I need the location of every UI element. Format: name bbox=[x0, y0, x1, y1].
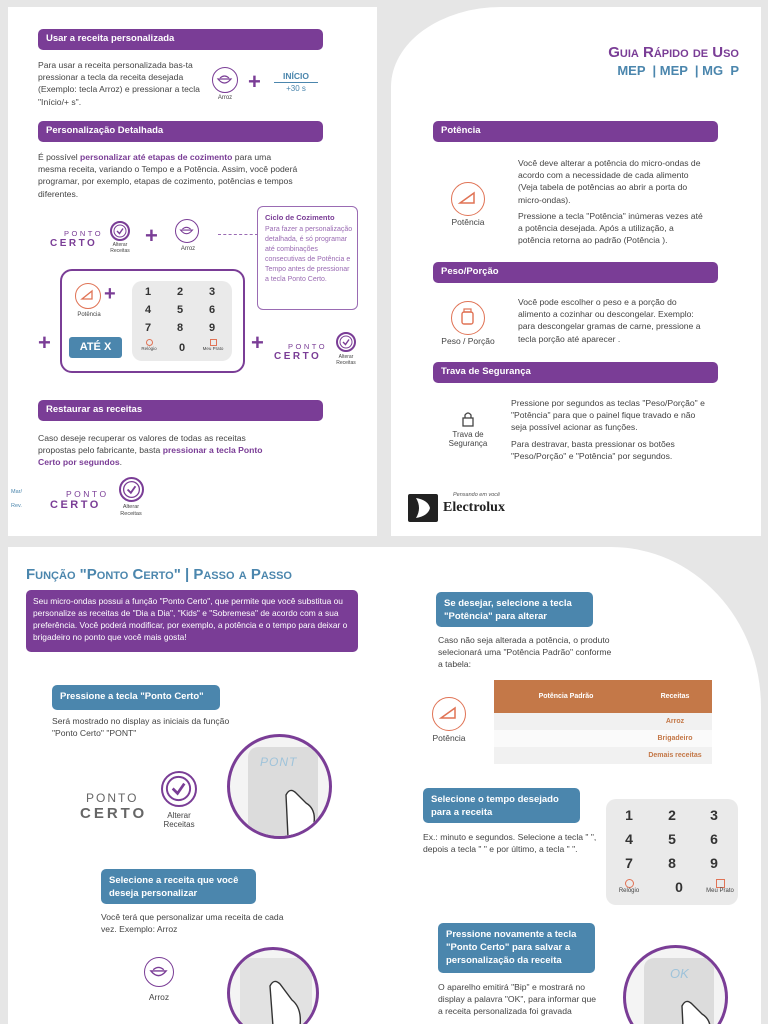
key-0[interactable]: 0 bbox=[675, 879, 683, 895]
alterar-label: Alterar bbox=[167, 811, 191, 820]
display-text: OK bbox=[670, 966, 689, 981]
meu-prato-label: Meu Prato bbox=[706, 888, 734, 894]
inicio-label: INÍCIO bbox=[274, 71, 318, 83]
key-6[interactable]: 6 bbox=[710, 831, 718, 847]
ponto-certo-logo bbox=[50, 477, 160, 523]
step5-header: Pressione novamente a tecla "Ponto Certo" para salvar a personalização da receita bbox=[438, 923, 595, 973]
ponto-certo-bottom: CERTO bbox=[50, 238, 98, 249]
ponto-certo-button[interactable] bbox=[82, 769, 202, 829]
plus-sign: + bbox=[251, 330, 264, 355]
brand-name: Electrolux bbox=[443, 500, 505, 515]
receitas-label: Receitas bbox=[163, 820, 195, 829]
panel-ponto-certo-passo bbox=[8, 547, 761, 1024]
table-row: Brigadeiro bbox=[494, 730, 712, 747]
step2-header: Selecione a receita que você deseja personalizar bbox=[101, 869, 256, 904]
rice-bowl-icon bbox=[145, 958, 172, 985]
ponto-certo-top: PONTO bbox=[64, 229, 104, 238]
ciclo-text: Para fazer a personalização detalhada, é só programar até combinações consecutivas de Potência e Tempo antes de pressionar a tecla Ponto Certo. bbox=[265, 226, 353, 283]
arroz-button[interactable] bbox=[142, 957, 176, 1005]
potencia-button[interactable] bbox=[432, 697, 466, 731]
potencia-text-2: Pressione a tecla "Potência" inúmeras vezes até a potência desejada. Após a utilização, a potência retorna ao padrão (Potência ). bbox=[518, 211, 703, 246]
plate-icon bbox=[716, 879, 725, 888]
receitas-label: Receitas bbox=[120, 511, 142, 517]
clock-icon bbox=[625, 879, 634, 888]
trava-text-1: Pressione por segundos as teclas "Peso/Porção" e "Potência" para que o painel fique travado e não seja possível acionar as funções. bbox=[511, 398, 705, 433]
key-1[interactable]: 1 bbox=[625, 807, 633, 823]
ponto-certo-top: PONTO bbox=[86, 791, 139, 805]
step5-text: O aparelho emitirá "Bip" e mostrará no display a palavra "OK", para informar que a receita personalizada foi gravada bbox=[438, 982, 597, 1017]
panel-personalizar bbox=[8, 7, 377, 536]
section-header-usar: Usar a receita personalizada bbox=[38, 29, 323, 50]
key-5[interactable]: 5 bbox=[668, 831, 676, 847]
side-note: Mar/ Rev. bbox=[11, 489, 22, 509]
key-6[interactable]: 6 bbox=[208, 304, 216, 316]
trava-text-2: Para destravar, basta pressionar os botões "Peso/Porção" e "Potência" por segundos. bbox=[511, 439, 675, 462]
plus-sign: + bbox=[145, 223, 158, 248]
key-7[interactable]: 7 bbox=[144, 322, 152, 334]
section-header-personalizacao: Personalização Detalhada bbox=[38, 121, 323, 142]
restaurar-text: Caso deseje recuperar os valores de todas as receitas propostas pelo fabricante, basta pressionar a tecla Ponto Certo por segundos. bbox=[38, 433, 263, 468]
step1-header: Pressione a tecla "Ponto Certo" bbox=[52, 685, 220, 710]
plus-sign: + bbox=[38, 330, 51, 355]
potencia-label: Potência bbox=[451, 217, 485, 227]
microwave-display-illustration bbox=[227, 734, 332, 839]
display-text: PONT bbox=[260, 755, 298, 769]
section-header-potencia: Potência bbox=[433, 121, 718, 142]
finger-icon bbox=[230, 950, 319, 1024]
ponto-certo-button[interactable] bbox=[50, 221, 140, 261]
potencia-button[interactable] bbox=[451, 182, 485, 216]
peso-text: Você pode escolher o peso e a porção do alimento a cozinhar ou descongelar. Exemplo: para descongelar gramas de carne, pressione a tecla porção até aparecer . bbox=[518, 297, 701, 344]
power-triangle-icon bbox=[76, 284, 99, 307]
plate-icon bbox=[210, 339, 217, 346]
ciclo-callout bbox=[257, 206, 358, 310]
key-8[interactable]: 8 bbox=[668, 855, 676, 871]
potencia-label: Potência bbox=[77, 312, 101, 318]
keypad-large bbox=[606, 799, 738, 905]
power-triangle-icon bbox=[452, 183, 483, 214]
microwave-keypad-illustration bbox=[227, 947, 319, 1024]
step1-text: Será mostrado no display as iniciais da função "Ponto Certo" "PONT" bbox=[52, 716, 230, 739]
potencia-label: Potência bbox=[432, 733, 466, 743]
section-header-restaurar: Restaurar as receitas bbox=[38, 400, 323, 421]
intro-box: Seu micro-ondas possui a função "Ponto Certo", que permite que você substitua ou personalize as receitas de "Dia a Dia", "Kids" e "Sobremesa" de acordo com a sua preferência. Você poderá modificar, por exemplo, a potência e o tempo para deixar o brigadeiro no ponto que você mais gosta! bbox=[26, 590, 358, 652]
potencia-padrao-table bbox=[494, 680, 712, 764]
receitas-label: Receitas bbox=[336, 360, 356, 366]
personalizacao-text: É possível personalizar até etapas de cozimento para uma mesma receita, variando o Tempo e a Potência. Assim, você poderá programar, por exemplo, etapas de cozimento, potências e tempos diferentes. bbox=[38, 152, 298, 199]
plus-sign: + bbox=[104, 283, 116, 305]
meu-prato-label: Meu Prato bbox=[202, 346, 224, 351]
step4-text: Ex.: minuto e segundos. Selecione a tecla " ", depois a tecla " " e por último, a tecla " ". bbox=[423, 832, 597, 855]
panel-guia bbox=[391, 7, 761, 536]
relogio-button[interactable] bbox=[614, 879, 644, 894]
microwave-display-ok-illustration bbox=[623, 945, 728, 1024]
ate-x-badge: ATÉ X bbox=[69, 337, 122, 358]
key-8[interactable]: 8 bbox=[176, 322, 184, 334]
relogio-button[interactable] bbox=[136, 339, 162, 351]
peso-porcao-button[interactable] bbox=[451, 301, 485, 335]
electrolux-logo-icon bbox=[408, 494, 438, 522]
table-row: Demais receitas bbox=[494, 747, 712, 764]
guide-models: MEP | MEP | MG P bbox=[617, 63, 739, 78]
meu-prato-button[interactable] bbox=[702, 879, 738, 894]
trava-label-1: Trava de bbox=[452, 430, 484, 439]
arroz-button[interactable] bbox=[173, 219, 203, 259]
key-2[interactable]: 2 bbox=[176, 286, 184, 298]
ponto-certo-button[interactable] bbox=[274, 332, 364, 372]
keypad-small bbox=[132, 281, 232, 361]
relogio-label: Relógio bbox=[141, 346, 157, 351]
arroz-button[interactable] bbox=[210, 67, 240, 107]
key-4[interactable]: 4 bbox=[144, 304, 152, 316]
usar-text: Para usar a receita personalizada bas-ta pressionar a tecla da receita desejada (Exemplo: tecla Arroz) e pressionar a tecla "Início/+ s". bbox=[38, 60, 200, 107]
finger-icon bbox=[626, 948, 726, 1024]
lock-icon[interactable] bbox=[461, 411, 475, 425]
key-7[interactable]: 7 bbox=[625, 855, 633, 871]
key-2[interactable]: 2 bbox=[668, 807, 676, 823]
meu-prato-button[interactable] bbox=[198, 339, 228, 351]
section-header-trava: Trava de Segurança bbox=[433, 362, 718, 383]
plus30-label: +30 s bbox=[286, 84, 306, 93]
step2-text: Você terá que personalizar uma receita de cada vez. Exemplo: Arroz bbox=[101, 912, 284, 935]
panel3-title: Função "Ponto Certo" | Passo a Passo bbox=[26, 566, 292, 583]
key-3[interactable]: 3 bbox=[710, 807, 718, 823]
clock-icon bbox=[146, 339, 153, 346]
sequence-frame bbox=[60, 269, 245, 373]
step4-header: Selecione o tempo desejado para a receita bbox=[423, 788, 580, 823]
check-icon bbox=[161, 771, 197, 807]
power-triangle-icon bbox=[433, 698, 464, 729]
jar-icon bbox=[452, 302, 483, 333]
key-9[interactable]: 9 bbox=[208, 322, 216, 334]
arroz-label: Arroz bbox=[148, 992, 170, 1002]
potencia-button[interactable] bbox=[75, 283, 101, 309]
check-icon bbox=[110, 221, 130, 241]
section-header-peso: Peso/Porção bbox=[433, 262, 718, 283]
alterar-label: Alterar bbox=[112, 242, 128, 248]
relogio-label: Relógio bbox=[618, 888, 640, 894]
arroz-label: Arroz bbox=[180, 246, 196, 252]
arroz-label: Arroz bbox=[217, 95, 233, 101]
ponto-certo-top: PONTO bbox=[288, 342, 328, 351]
rice-bowl-icon bbox=[213, 68, 236, 91]
key-5[interactable]: 5 bbox=[176, 304, 184, 316]
table-header-potencia: Potência Padrão bbox=[494, 680, 638, 713]
alterar-label: Alterar bbox=[338, 354, 354, 360]
guide-title: Guia Rápido de Uso bbox=[608, 44, 739, 61]
key-4[interactable]: 4 bbox=[625, 831, 633, 847]
ponto-certo-bottom: CERTO bbox=[274, 351, 322, 362]
key-0[interactable]: 0 bbox=[178, 342, 186, 354]
potencia-text-1: Você deve alterar a potência do micro-ondas de acordo com a necessidade de cada alimento (Veja tabela de potências ao abrir a porta do micro-ondas). bbox=[518, 158, 701, 205]
trava-label-2: Segurança bbox=[448, 439, 488, 448]
ciclo-title: Ciclo de Cozimento bbox=[265, 213, 335, 222]
receitas-label: Receitas bbox=[110, 248, 130, 254]
table-header-receitas: Receitas bbox=[638, 680, 712, 713]
finger-icon bbox=[230, 737, 330, 837]
inicio-button[interactable] bbox=[274, 71, 318, 93]
brand-tagline: Pensando em você bbox=[453, 492, 501, 498]
check-icon bbox=[119, 477, 144, 502]
check-icon bbox=[336, 332, 356, 352]
ponto-certo-bottom: CERTO bbox=[50, 499, 101, 511]
ponto-certo-top: PONTO bbox=[66, 489, 109, 499]
key-9[interactable]: 9 bbox=[710, 855, 718, 871]
table-row: Arroz bbox=[494, 713, 712, 730]
step3-text: Caso não seja alterada a potência, o produto selecionará uma "Potência Padrão" conforme a tabela: bbox=[438, 635, 612, 670]
key-3[interactable]: 3 bbox=[208, 286, 216, 298]
step3-header: Se desejar, selecione a tecla "Potência" para alterar bbox=[436, 592, 593, 627]
key-1[interactable]: 1 bbox=[144, 286, 152, 298]
peso-porcao-label: Peso / Porção bbox=[441, 336, 495, 346]
ponto-certo-bottom: CERTO bbox=[80, 805, 148, 822]
rice-bowl-icon bbox=[176, 220, 197, 241]
callout-connector bbox=[218, 234, 258, 235]
alterar-label: Alterar bbox=[122, 504, 140, 510]
plus-sign: + bbox=[248, 69, 261, 94]
